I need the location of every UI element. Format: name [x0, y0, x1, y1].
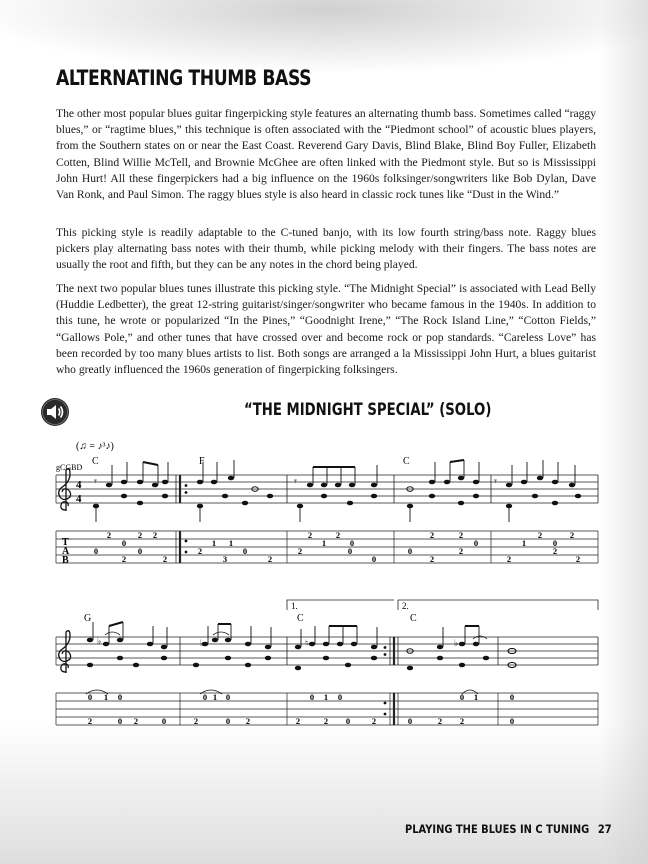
svg-text:𝄾: 𝄾	[494, 476, 497, 488]
svg-text:2: 2	[295, 716, 301, 726]
svg-text:𝄾: 𝄾	[294, 476, 297, 488]
svg-text:0: 0	[337, 692, 343, 702]
svg-text:1: 1	[103, 692, 109, 702]
svg-text:2: 2	[267, 554, 273, 564]
svg-text:0: 0	[473, 538, 479, 548]
svg-text:0: 0	[87, 692, 93, 702]
swing-marking: (♫ = ♪³♪)	[76, 441, 114, 452]
svg-text:0: 0	[347, 546, 353, 556]
chord-symbol: C	[297, 613, 304, 624]
svg-text:2: 2	[371, 716, 377, 726]
svg-text:2: 2	[458, 546, 464, 556]
ending-2: 2.	[402, 601, 409, 611]
svg-text:2: 2	[137, 530, 143, 540]
page-footer	[405, 822, 612, 836]
svg-text:0: 0	[309, 692, 315, 702]
svg-text:0: 0	[93, 546, 99, 556]
svg-text:2: 2	[197, 546, 203, 556]
svg-text:2: 2	[458, 530, 464, 540]
page-number: 27	[597, 822, 612, 836]
svg-text:2: 2	[193, 716, 199, 726]
svg-text:0: 0	[117, 692, 123, 702]
chord-symbol: C	[410, 613, 417, 624]
svg-text:2: 2	[575, 554, 581, 564]
chord-symbol: C	[92, 456, 99, 467]
chord-symbol: C	[403, 456, 410, 467]
svg-text:0: 0	[349, 538, 355, 548]
svg-text:2: 2	[307, 530, 313, 540]
svg-text:0: 0	[225, 692, 231, 702]
svg-text:0: 0	[137, 546, 143, 556]
svg-text:2: 2	[506, 554, 512, 564]
svg-text:♮: ♮	[305, 638, 309, 648]
svg-text:1: 1	[212, 692, 218, 702]
svg-text:2: 2	[552, 546, 558, 556]
beams-system-2	[109, 622, 479, 626]
svg-text:0: 0	[552, 538, 558, 548]
paragraph-picking-style: This picking style is readily adaptable to the C-tuned banjo, with its low fourth string/bass note. Raggy blues pickers play alternating bass notes with their thumb, while picking melody with their fingers. The bass notes are usually the root and fifth, but they can be any notes in the chord being played.	[56, 226, 596, 272]
svg-text:0: 0	[509, 692, 515, 702]
svg-text:0: 0	[242, 546, 248, 556]
stems-system-1	[96, 460, 575, 522]
tab-clef	[62, 537, 70, 566]
svg-text:2: 2	[87, 716, 93, 726]
ending-1: 1.	[291, 601, 298, 611]
time-sig-bottom: 4	[76, 493, 82, 505]
svg-text:2: 2	[323, 716, 329, 726]
song-title: “THE MIDNIGHT SPECIAL” (SOLO)	[244, 400, 492, 420]
music-score	[0, 430, 648, 770]
svg-text:♭: ♭	[97, 636, 102, 646]
svg-text:2: 2	[297, 546, 303, 556]
svg-text:2: 2	[569, 530, 575, 540]
svg-text:2: 2	[335, 530, 341, 540]
svg-text:0: 0	[161, 716, 167, 726]
speaker-icon[interactable]	[40, 397, 70, 427]
time-sig-top: 4	[76, 479, 82, 491]
svg-text:1: 1	[228, 538, 234, 548]
svg-text:2: 2	[459, 716, 465, 726]
svg-text:2: 2	[437, 716, 443, 726]
paragraph-intro: The other most popular blues guitar fingerpicking style features an alternating thumb bass. Sometimes called “raggy blues,” or “ragtime blues,” this technique is often associated with the “Piedmont school” of acoustic blues players, from the Southern states on or near the East Coast. Reverend Gary Davis, Blind Blake, Blind Boy Fuller, Elizabeth Cotten, Blind Willie McTell, and Brownie McGhee are often linked with the Piedmont style. But so is Mississippi John Hurt! All these fingerpickers had a big influence on the 1960s folksinger/songwriters like Bob Dylan, Dave Van Ronk, and Paul Simon. The raggy blues style is also heard in classic rock tunes like “Dust in the Wind.”	[56, 107, 596, 202]
svg-text:♭: ♭	[454, 638, 459, 648]
svg-text:0: 0	[509, 716, 515, 726]
svg-text:1: 1	[323, 692, 329, 702]
svg-text:2: 2	[537, 530, 543, 540]
chord-symbol: F	[199, 456, 205, 467]
running-title: PLAYING THE BLUES IN C TUNING	[405, 822, 590, 836]
svg-text:0: 0	[345, 716, 351, 726]
svg-text:T: T	[62, 537, 69, 548]
svg-text:1: 1	[211, 538, 217, 548]
svg-text:2: 2	[152, 530, 158, 540]
svg-text:B: B	[62, 555, 69, 566]
svg-text:0: 0	[407, 716, 413, 726]
tab-slurs	[86, 690, 478, 694]
svg-text:𝄾: 𝄾	[94, 476, 97, 488]
svg-text:0: 0	[371, 554, 377, 564]
svg-text:2: 2	[133, 716, 139, 726]
svg-text:0: 0	[117, 716, 123, 726]
slurs-system-2	[105, 632, 487, 639]
svg-text:0: 0	[459, 692, 465, 702]
svg-text:0: 0	[225, 716, 231, 726]
tuning-label: gCGBD	[56, 463, 83, 472]
svg-text:2: 2	[245, 716, 251, 726]
beams-system-1	[143, 460, 464, 467]
ending-brackets	[287, 600, 598, 610]
svg-text:0: 0	[121, 538, 127, 548]
svg-text:2: 2	[121, 554, 127, 564]
svg-text:2: 2	[106, 530, 112, 540]
svg-text:1: 1	[473, 692, 479, 702]
svg-text:2: 2	[429, 554, 435, 564]
section-heading: ALTERNATING THUMB BASS	[56, 66, 312, 90]
svg-text:0: 0	[407, 546, 413, 556]
chord-symbol: G	[84, 613, 92, 624]
svg-text:2: 2	[429, 530, 435, 540]
svg-text:3: 3	[222, 554, 228, 564]
staff-system-2	[56, 637, 598, 665]
svg-text:2: 2	[162, 554, 168, 564]
svg-text:1: 1	[521, 538, 527, 548]
svg-text:♭: ♭	[200, 638, 205, 648]
paragraph-tunes: The next two popular blues tunes illustrate this picking style. “The Midnight Special” is associated with Lead Belly (Huddie Ledbetter), the great 12-string guitarist/singer/songwriter who became famous in the 1940s. In addition to this tune, he wrote or popularized “In the Pines,” “Goodnight Irene,” “The Rock Island Line,” “Cotton Fields,” “Gallows Pole,” and other tunes that have crossed over and become rock or pop standards. “Careless Love” has been recorded by too many blues artists to list. Both songs are arranged a la Mississippi John Hurt, a blues guitarist who greatly influenced the 1960s generation of fingerpicking folksingers.	[56, 282, 596, 377]
svg-text:A: A	[62, 546, 70, 557]
svg-text:0: 0	[202, 692, 208, 702]
svg-text:1: 1	[321, 538, 327, 548]
